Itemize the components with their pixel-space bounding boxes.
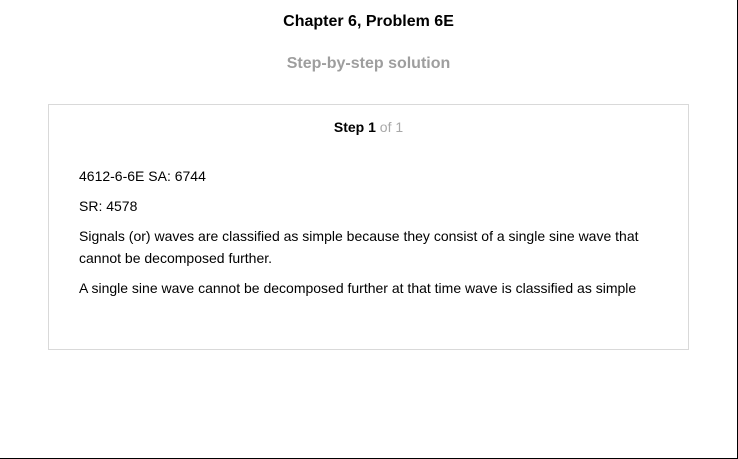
step-label: Step [333, 119, 365, 135]
step-paragraph-id: 4612-6-6E SA: 6744 [79, 168, 206, 184]
step-body [79, 165, 659, 307]
solution-subtitle: Step-by-step solution [286, 55, 451, 72]
step-card [48, 104, 689, 350]
page-title: Chapter 6, Problem 6E [283, 13, 454, 30]
step-paragraph-sr: SR: 4578 [79, 198, 138, 214]
step-paragraph-explanation: Signals (or) waves are classified as simple because they consist of a single sine wave that cannot be decomposed further. [79, 228, 639, 266]
step-number: 1 [368, 119, 376, 135]
step-header [49, 119, 688, 135]
step-total: of 1 [379, 119, 404, 135]
step-paragraph-conclusion: A single sine wave cannot be decomposed further at that time wave is classified as simple [79, 280, 637, 296]
